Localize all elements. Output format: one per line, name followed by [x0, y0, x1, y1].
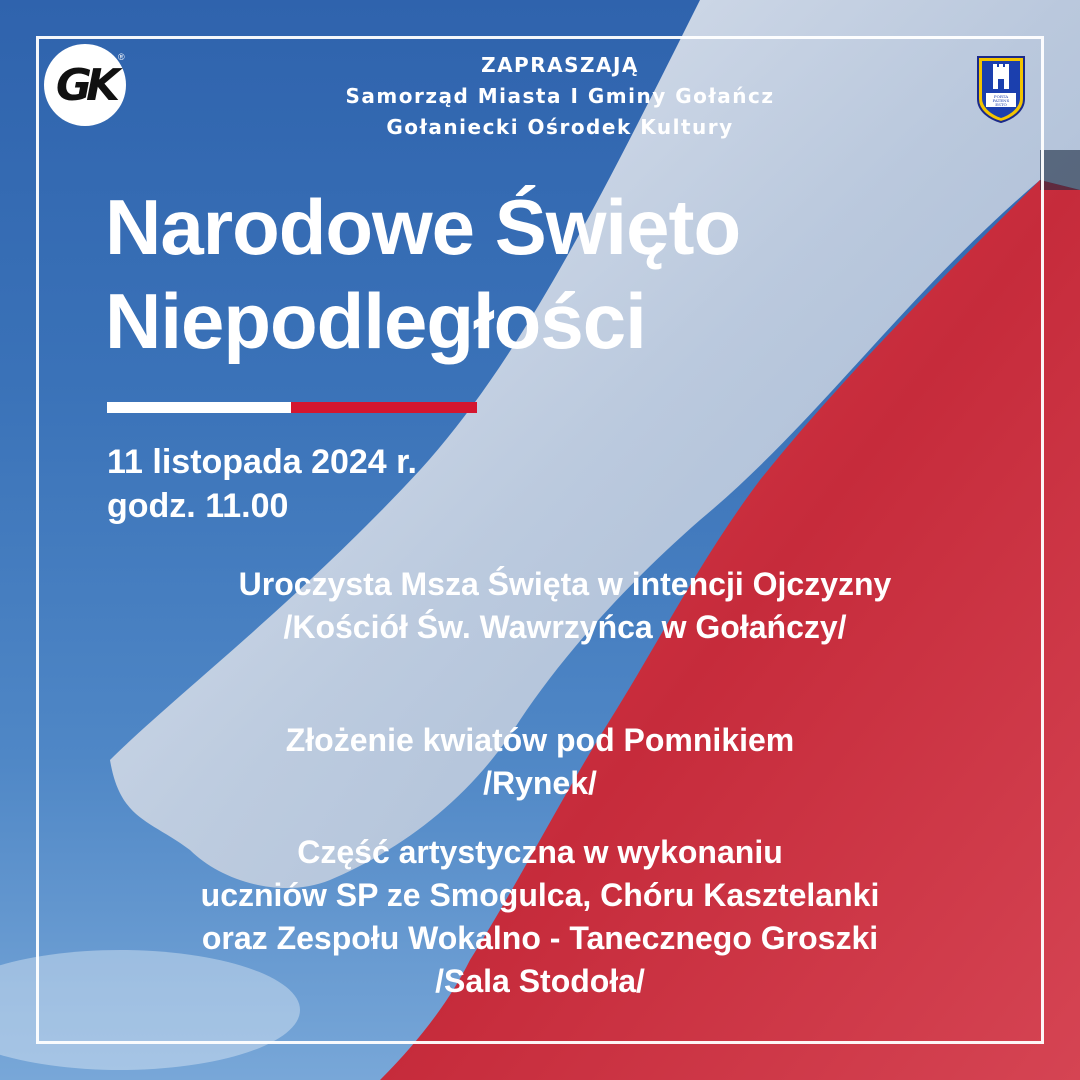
title-line-2: Niepodległości	[105, 277, 646, 365]
organizer-culture-center: Gołaniecki Ośrodek Kultury	[386, 115, 734, 139]
event-date: 11 listopada 2024 r.	[107, 443, 417, 481]
crest-motto-3: ESTO	[995, 102, 1007, 107]
event-datetime	[107, 440, 417, 528]
page-title	[105, 180, 740, 368]
event-mass-location: /Kościół Św. Wawrzyńca w Gołańczy/	[283, 609, 847, 645]
crest-motto-2: PATENS	[992, 98, 1010, 103]
event-flowers-title: Złożenie kwiatów pod Pomnikiem	[285, 722, 795, 758]
organizer-municipality: Samorząd Miasta I Gminy Gołańcz	[345, 84, 775, 108]
organizers-invite: ZAPRASZAJĄ	[481, 53, 639, 77]
crest-motto-1: PORTA	[993, 94, 1009, 99]
event-artistic	[60, 831, 1020, 1003]
event-artistic-title: Część artystyczna w wykonaniu	[297, 834, 783, 870]
gk-logo	[44, 44, 126, 126]
gk-logo-text: GK	[55, 59, 115, 111]
event-flowers-location: /Rynek/	[483, 765, 597, 801]
organizers	[240, 50, 880, 143]
title-line-1: Narodowe Święto	[105, 183, 741, 271]
registered-mark: ®	[118, 52, 125, 62]
event-artistic-location: /Sala Stodoła/	[435, 963, 645, 999]
event-artistic-performers-2: oraz Zespołu Wokalno - Tanecznego Groszki	[201, 920, 879, 956]
event-time: godz. 11.00	[107, 487, 289, 525]
flag-divider	[107, 402, 477, 413]
divider-red	[291, 402, 477, 413]
event-mass	[85, 563, 1045, 649]
town-crest-icon	[976, 55, 1026, 123]
divider-white	[107, 402, 291, 413]
event-mass-title: Uroczysta Msza Święta w intencji Ojczyzny	[238, 566, 892, 602]
event-artistic-performers-1: uczniów SP ze Smogulca, Chóru Kasztelanki	[200, 877, 880, 913]
event-flowers	[60, 719, 1020, 805]
